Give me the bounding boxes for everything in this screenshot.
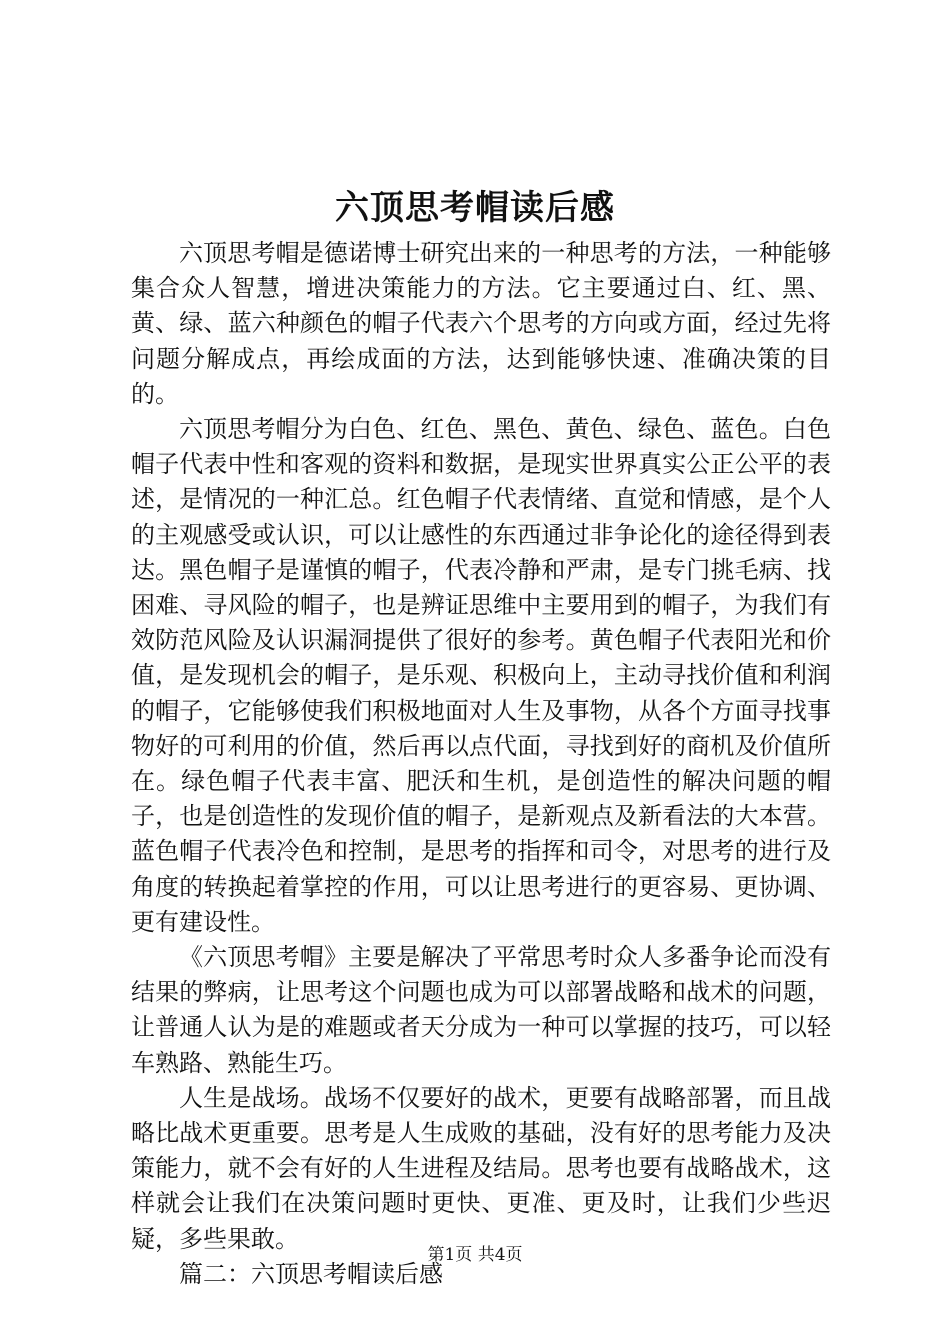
section-heading-part-two: 篇二：六顶思考帽读后感 xyxy=(179,1259,443,1288)
document-body xyxy=(131,236,831,1292)
page-title: 六顶思考帽读后感 xyxy=(335,188,615,228)
page-number-footer: 第1页 共4页 xyxy=(427,1245,523,1265)
paragraph-2: 六顶思考帽分为白色、红色、黑色、黄色、绿色、蓝色。白色帽子代表中性和客观的资料和数据，是现实世界真实公正公平的表述，是情况的一种汇总。红色帽子代表情绪、直觉和情感，是个人的主观感受或认识，可以让感性的东西通过非争论化的途径得到表达。黑色帽子是谨慎的帽子，代表冷静和严肃，是专门挑毛病、找困难、寻风险的帽子，也是辨证思维中主要用到的帽子，为我们有效防范风险及认识漏洞提供了很好的参考。黄色帽子代表阳光和价值，是发现机会的帽子，是乐观、积极向上，主动寻找价值和利润的帽子，它能够使我们积极地面对人生及事物，从各个方面寻找事物好的可利用的价值，然后再以点代面，寻找到好的商机及价值所在。绿色帽子代表丰富、肥沃和生机，是创造性的解决问题的帽子，也是创造性的发现价值的帽子，是新观点及新看法的大本营。蓝色帽子代表冷色和控制，是思考的指挥和司令，对思考的进行及角度的转换起着掌控的作用，可以让思考进行的更容易、更协调、更有建设性。 xyxy=(131,415,831,936)
paragraph-4: 人生是战场。战场不仅要好的战术，更要有战略部署，而且战略比战术更重要。思考是人生成败的基础，没有好的思考能力及决策能力，就不会有好的人生进程及结局。思考也要有战略战术，这样就会让我们在决策问题时更快、更准、更及时，让我们少些迟疑，多些果敢。 xyxy=(131,1083,831,1253)
paragraph-1: 六顶思考帽是德诺博士研究出来的一种思考的方法，一种能够集合众人智慧，增进决策能力的方法。它主要通过白、红、黑、黄、绿、蓝六种颜色的帽子代表六个思考的方向或方面，经过先将问题分解成点，再绘成面的方法，达到能够快速、准确决策的目的。 xyxy=(131,239,831,408)
paragraph-3: 《六顶思考帽》主要是解决了平常思考时众人多番争论而没有结果的弊病，让思考这个问题也成为可以部署战略和战术的问题，让普通人认为是的难题或者天分成为一种可以掌握的技巧，可以轻车熟路、熟能生巧。 xyxy=(131,943,831,1077)
